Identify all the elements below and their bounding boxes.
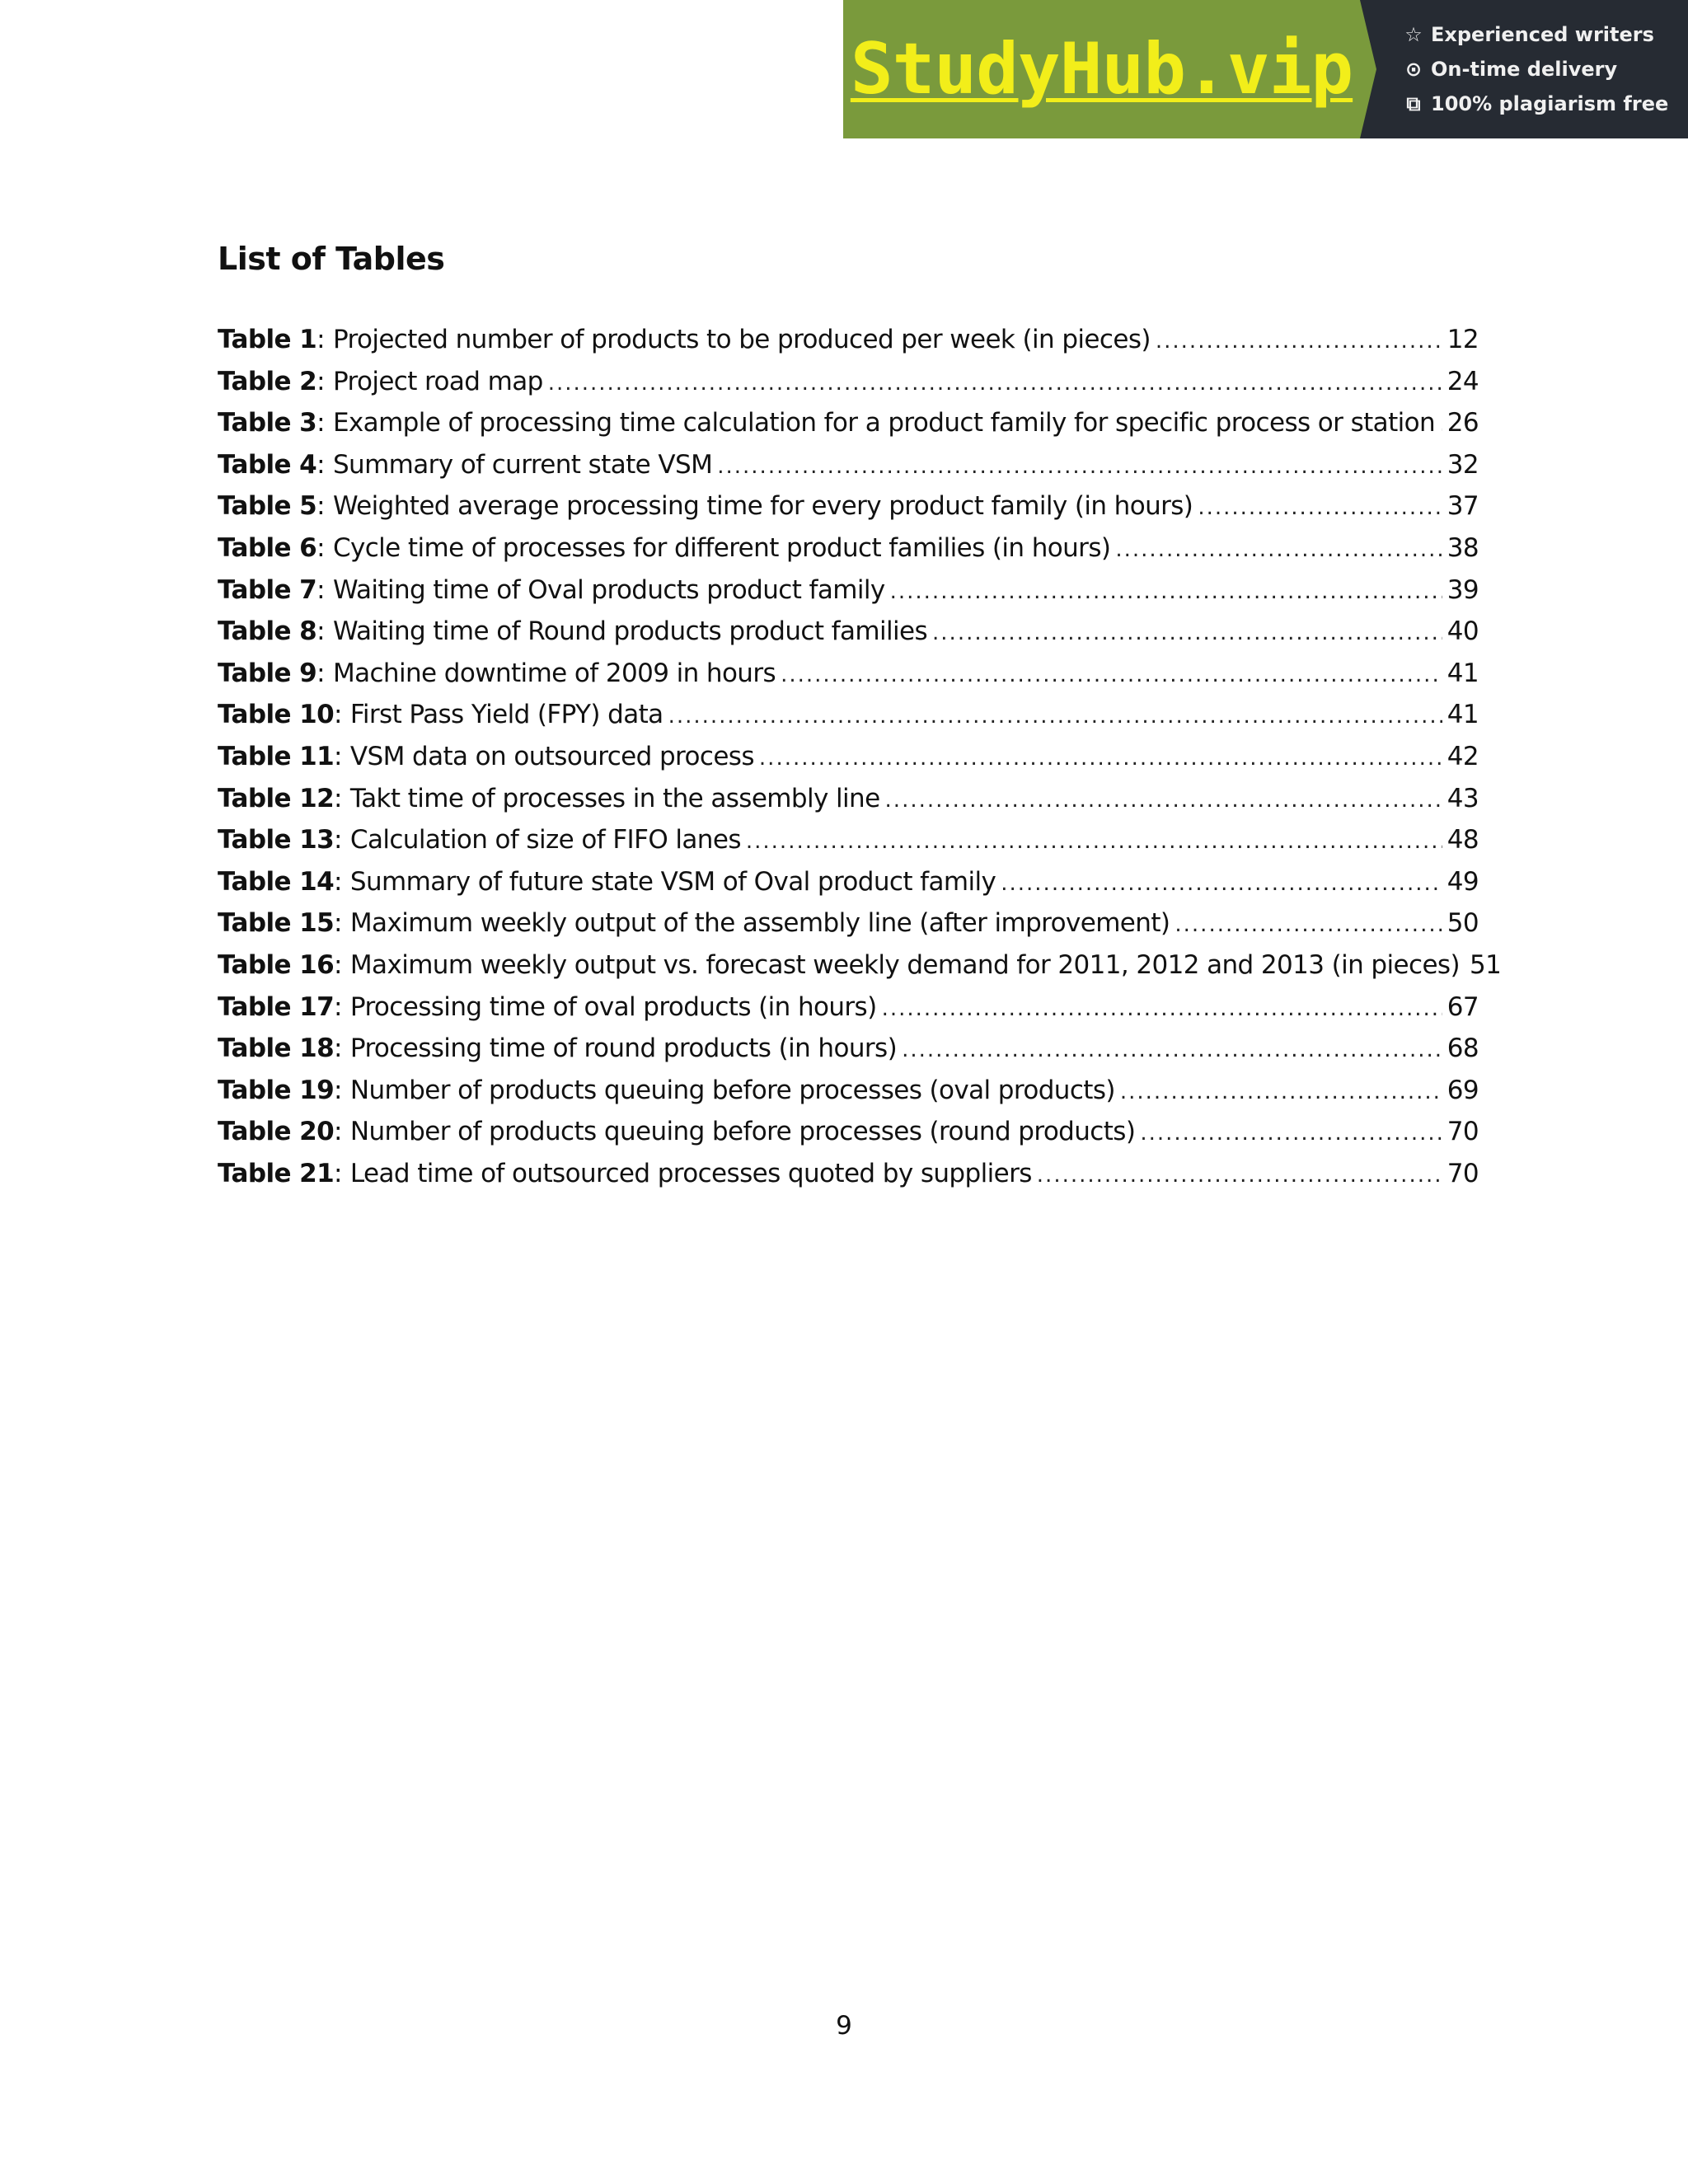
toc-entry-title: Summary of future state VSM of Oval product family <box>349 866 996 897</box>
toc-entry-label: Table 17 <box>218 991 335 1022</box>
star-icon: ☆ <box>1404 23 1423 46</box>
toc-entry-page: 43 <box>1447 783 1479 813</box>
toc-entry-page: 32 <box>1447 449 1479 480</box>
toc-entry[interactable] <box>218 1076 1479 1118</box>
toc-dot-leader <box>1037 1163 1442 1188</box>
toc-entry-page: 70 <box>1447 1117 1479 1147</box>
toc-entry[interactable] <box>218 1159 1479 1201</box>
toc-entry-page: 67 <box>1447 991 1479 1022</box>
toc-entry[interactable] <box>218 700 1479 742</box>
toc-entry[interactable] <box>218 908 1479 950</box>
toc-entry-title: Summary of current state VSM <box>332 449 713 480</box>
toc-dot-leader <box>759 746 1442 771</box>
toc-entry-colon: : <box>334 1117 342 1147</box>
toc-dot-leader <box>1440 412 1442 437</box>
toc-entry-title: Weighted average processing time for every product family (in hours) <box>332 491 1193 522</box>
feature-plagiarism-free <box>1403 92 1688 115</box>
toc-entry-page: 41 <box>1447 658 1479 688</box>
toc-entry-title: Project road map <box>332 366 543 396</box>
toc-entry-colon: : <box>316 449 325 480</box>
toc-entry-label: Table 3 <box>218 408 317 438</box>
toc-entry-title: Calculation of size of FIFO lanes <box>349 825 741 855</box>
toc-entry-label: Table 8 <box>218 616 317 647</box>
feature-text: Experienced writers <box>1431 23 1654 46</box>
toc-entry-page: 51 <box>1469 949 1502 980</box>
toc-entry-colon: : <box>316 658 325 688</box>
toc-entry-title: Waiting time of Round products product families <box>332 616 928 647</box>
toc-entry[interactable] <box>218 491 1479 533</box>
toc-entry[interactable] <box>218 533 1479 575</box>
toc-dot-leader <box>781 663 1442 687</box>
toc-entry-colon: : <box>316 491 325 522</box>
toc-entry[interactable] <box>218 742 1479 784</box>
feature-text: On-time delivery <box>1431 58 1618 81</box>
toc-entry[interactable] <box>218 367 1479 409</box>
toc-entry-page: 42 <box>1447 741 1479 771</box>
toc-entry-label: Table 10 <box>218 700 335 730</box>
toc-dot-leader <box>1140 1121 1442 1146</box>
feature-text: 100% plagiarism free <box>1431 92 1669 115</box>
toc-entry-label: Table 14 <box>218 866 335 897</box>
toc-dot-leader <box>885 788 1442 813</box>
toc-entry-colon: : <box>334 825 342 855</box>
toc-dot-leader <box>1001 871 1442 896</box>
feature-experienced-writers <box>1403 23 1688 46</box>
toc-dot-leader <box>1175 912 1442 937</box>
toc-entry-page: 37 <box>1447 491 1479 522</box>
toc-entry-label: Table 19 <box>218 1075 335 1105</box>
toc-entry-colon: : <box>334 866 342 897</box>
toc-entry-colon: : <box>334 741 342 771</box>
toc-entry-page: 50 <box>1447 908 1479 939</box>
brand-logo[interactable] <box>843 0 1360 138</box>
toc-entry[interactable] <box>218 575 1479 617</box>
toc-entry[interactable] <box>218 825 1479 867</box>
toc-entry-title: Number of products queuing before processes (round products) <box>349 1117 1136 1147</box>
toc-entry-colon: : <box>316 325 325 354</box>
toc-entry-colon: : <box>334 700 342 730</box>
toc-entry-label: Table 16 <box>218 949 335 980</box>
toc-entry[interactable] <box>218 992 1479 1034</box>
toc-entry-title: Processing time of oval products (in hours) <box>349 991 877 1022</box>
toc-dot-leader <box>1115 537 1442 562</box>
toc-entry-label: Table 18 <box>218 1033 335 1064</box>
toc-entry-label: Table 4 <box>218 449 317 480</box>
toc-dot-leader <box>882 996 1442 1021</box>
toc-entry-label: Table 11 <box>218 741 335 771</box>
toc-entry-title: Cycle time of processes for different product families (in hours) <box>332 532 1111 563</box>
toc-entry-label: Table 12 <box>218 783 335 813</box>
toc-dot-leader <box>746 829 1442 854</box>
toc-entry-title: Maximum weekly output of the assembly line (after improvement) <box>349 908 1170 939</box>
toc-entry-page: 48 <box>1447 825 1479 855</box>
toc-entry[interactable] <box>218 408 1479 450</box>
toc-dot-leader <box>717 454 1442 479</box>
toc-entry[interactable] <box>218 450 1479 492</box>
toc-entry-page: 68 <box>1447 1033 1479 1064</box>
toc-entry-page: 41 <box>1447 700 1479 730</box>
toc-entry-title: Processing time of round products (in hours) <box>349 1033 898 1064</box>
toc-entry-colon: : <box>334 908 342 939</box>
toc-dot-leader <box>548 371 1442 396</box>
toc-entry[interactable] <box>218 784 1479 826</box>
toc-dot-leader <box>1120 1080 1442 1104</box>
toc-entry-title: First Pass Yield (FPY) data <box>349 700 663 730</box>
toc-dot-leader <box>890 579 1442 604</box>
banner-features <box>1360 0 1688 138</box>
toc-entry-colon: : <box>334 949 342 980</box>
toc-entry-label: Table 5 <box>218 491 317 522</box>
toc-entry-page: 24 <box>1447 366 1479 396</box>
toc-dot-leader <box>1156 329 1442 354</box>
toc-entry-page: 40 <box>1447 616 1479 647</box>
toc-entry-title: Maximum weekly output vs. forecast weekly demand for 2011, 2012 and 2013 (in pieces) <box>349 949 1460 980</box>
toc-entry-page: 12 <box>1447 325 1479 354</box>
copy-icon: ⧉ <box>1406 92 1421 115</box>
toc-entry[interactable] <box>218 616 1479 658</box>
toc-dot-leader <box>902 1038 1442 1062</box>
toc-entry-page: 26 <box>1447 408 1479 438</box>
toc-entry-colon: : <box>334 1158 342 1188</box>
toc-dot-leader <box>668 704 1442 729</box>
toc-entry-colon: : <box>316 408 325 438</box>
toc-entry-page: 70 <box>1447 1158 1479 1188</box>
page-number: 9 <box>836 2011 852 2041</box>
toc-entry-title: Waiting time of Oval products product family <box>332 574 885 605</box>
toc-entry[interactable] <box>218 658 1479 701</box>
toc-entry-page: 69 <box>1447 1075 1479 1105</box>
toc-entry-page: 49 <box>1447 866 1479 897</box>
toc-entry-page: 38 <box>1447 532 1479 563</box>
toc-entry-colon: : <box>316 532 325 563</box>
toc-entry-label: Table 1 <box>218 325 317 354</box>
toc-entry-page: 39 <box>1447 574 1479 605</box>
toc-entry-colon: : <box>316 366 325 396</box>
toc-entry-label: Table 13 <box>218 825 335 855</box>
toc-entry-colon: : <box>334 991 342 1022</box>
toc-entry-label: Table 21 <box>218 1158 335 1188</box>
toc-entry-label: Table 2 <box>218 366 317 396</box>
toc-entry-colon: : <box>334 1075 342 1105</box>
list-of-tables <box>218 325 1502 1200</box>
toc-entry-colon: : <box>316 574 325 605</box>
toc-entry[interactable] <box>218 325 1479 367</box>
toc-entry-colon: : <box>334 783 342 813</box>
toc-entry-title: Example of processing time calculation for a product family for specific process or station <box>332 408 1436 438</box>
brand-name: StudyHub.vip <box>850 28 1353 110</box>
toc-entry-title: VSM data on outsourced process <box>349 741 754 771</box>
toc-dot-leader <box>932 621 1442 645</box>
toc-entry-colon: : <box>316 616 325 647</box>
clock-icon: ⊙ <box>1404 58 1423 81</box>
toc-entry[interactable] <box>218 1117 1479 1159</box>
toc-entry-label: Table 15 <box>218 908 335 939</box>
toc-entry-label: Table 6 <box>218 532 317 563</box>
toc-entry-title: Takt time of processes in the assembly line <box>349 783 880 813</box>
page-title: List of Tables <box>218 241 445 277</box>
toc-entry-title: Machine downtime of 2009 in hours <box>332 658 776 688</box>
toc-entry-title: Number of products queuing before processes (oval products) <box>349 1075 1115 1105</box>
toc-entry[interactable] <box>218 949 1502 992</box>
toc-dot-leader <box>1198 495 1442 520</box>
toc-entry-title: Projected number of products to be produced per week (in pieces) <box>332 325 1151 354</box>
feature-on-time-delivery <box>1403 58 1688 81</box>
toc-entry-colon: : <box>334 1033 342 1064</box>
studyhub-banner[interactable] <box>843 0 1688 138</box>
toc-entry-label: Table 7 <box>218 574 317 605</box>
toc-entry-label: Table 9 <box>218 658 317 688</box>
toc-entry[interactable] <box>218 1033 1479 1076</box>
toc-entry-title: Lead time of outsourced processes quoted by suppliers <box>349 1158 1032 1188</box>
toc-entry[interactable] <box>218 867 1479 909</box>
toc-entry-label: Table 20 <box>218 1117 335 1147</box>
